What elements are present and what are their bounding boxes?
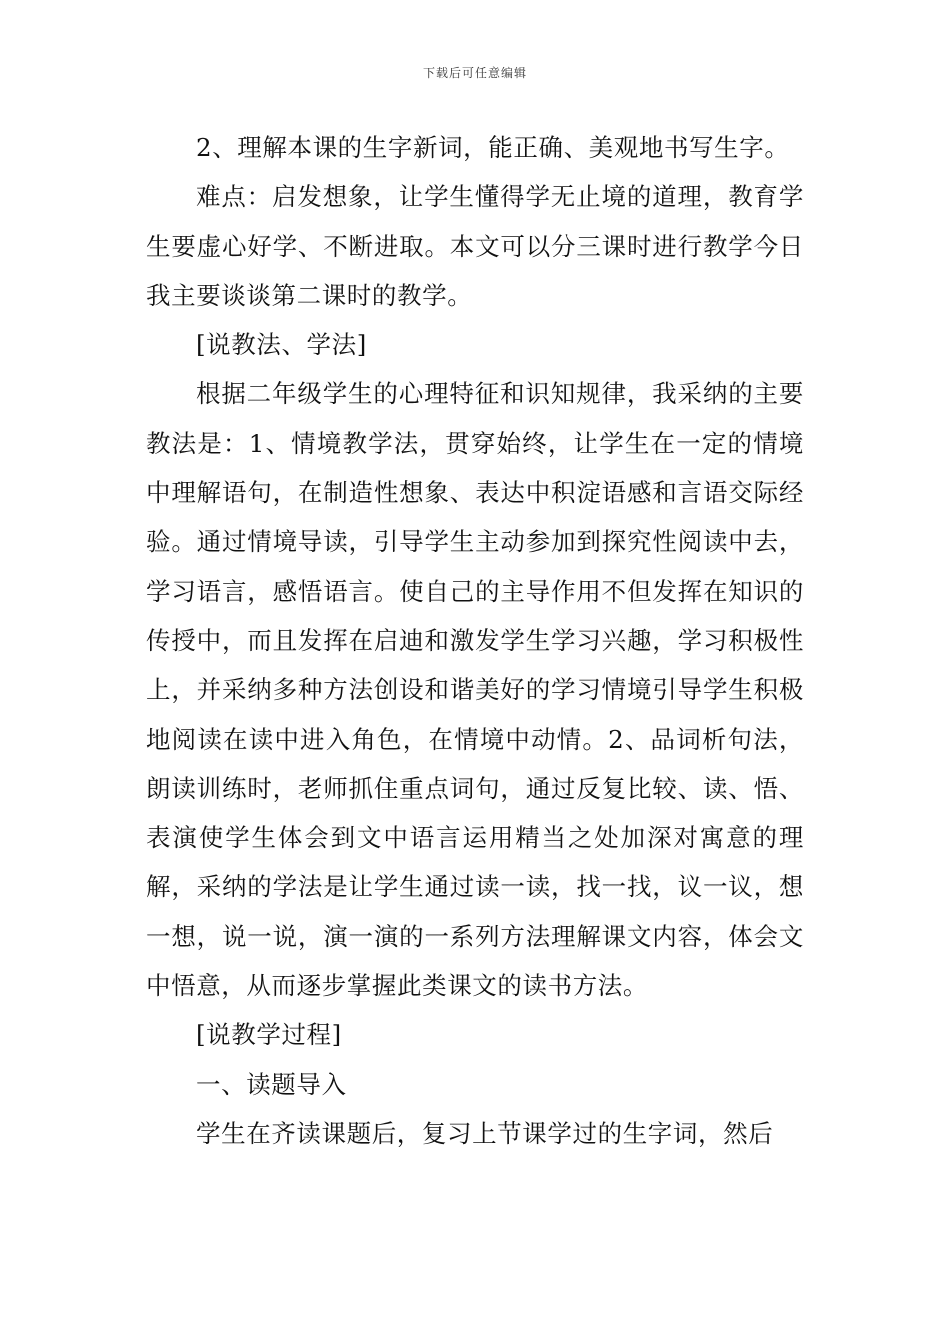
paragraph-difficulty: 难点：启发想象，让学生懂得学无止境的道理，教育学生要虚心好学、不断进取。本文可以分三课时进行教学今日我主要谈谈第二课时的教学。 (146, 182, 804, 310)
document-body (146, 123, 804, 1158)
section-heading-methods: [说教法、学法] (196, 330, 367, 360)
section-heading-process: [说教学过程] (196, 1020, 342, 1050)
subheading-reading-intro: 一、读题导入 (196, 1069, 347, 1099)
paragraph-reading-intro: 学生在齐读课题后，复习上节课学过的生字词，然后 (196, 1118, 774, 1148)
paragraph-objective-2: 2、理解本课的生字新词，能正确、美观地书写生字。 (196, 133, 790, 162)
paragraph-teaching-methods: 根据二年级学生的心理特征和识知规律，我采纳的主要教法是：1、情境教学法，贯穿始终，让学生在一定的情境中理解语句，在制造性想象、表达中积淀语感和言语交际经验。通过情境导读，引导学生主动参加到探究性阅读中去，学习语言，感悟语言。使自己的主导作用不但发挥在知识的传授中，而且发挥在启迪和激发学生学习兴趣，学习积极性上，并采纳多种方法创设和谐美好的学习情境引导学生积极地阅读在读中进入角色，在情境中动情。2、品词析句法，朗读训练时，老师抓住重点词句，通过反复比较、读、悟、表演使学生体会到文中语言运用精当之处加深对寓意的理解，采纳的学法是让学生通过读一读，找一找，议一议，想一想，说一说，演一演的一系列方法理解课文内容，体会文中悟意，从而逐步掌握此类课文的读书方法。 (146, 379, 804, 1001)
page-header: 下载后可任意编辑 (422, 66, 527, 80)
